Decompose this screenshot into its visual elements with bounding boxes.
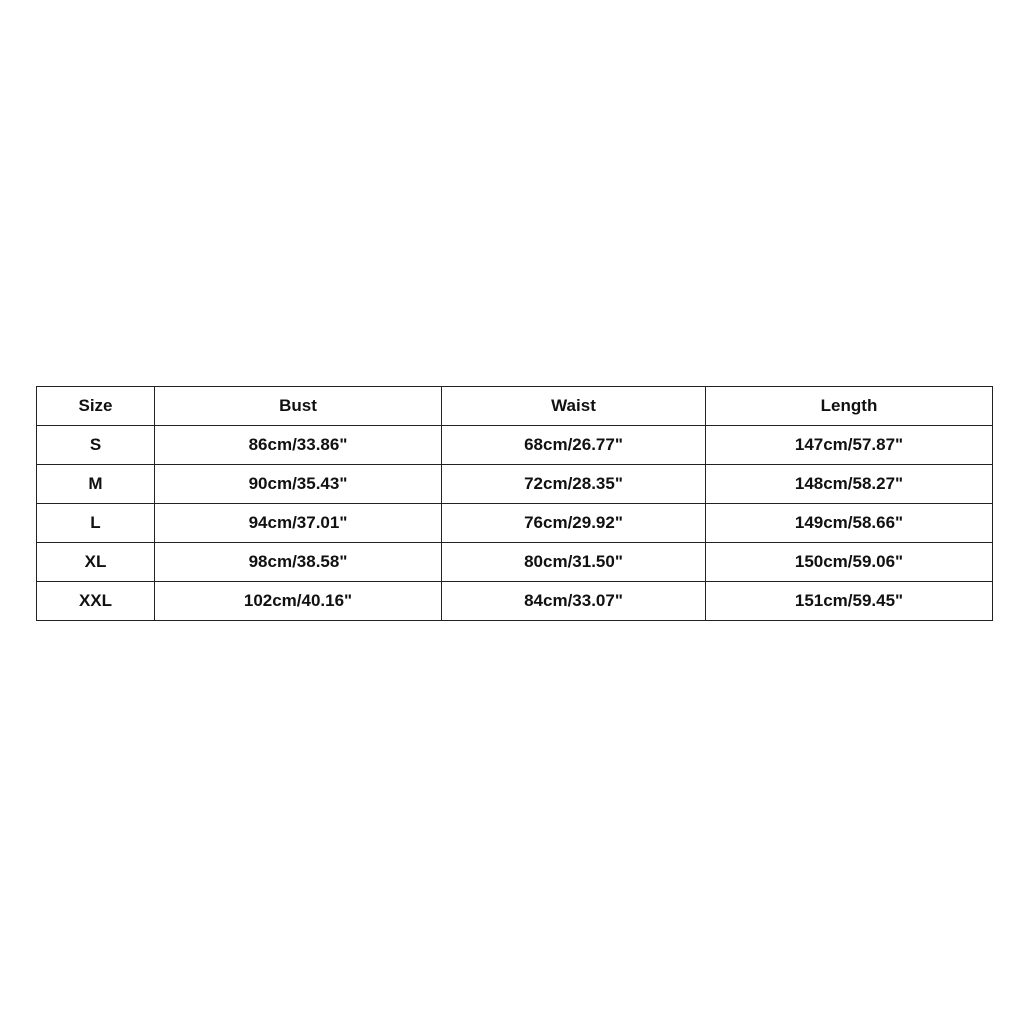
cell-waist: 68cm/26.77" (442, 426, 706, 465)
table-row (37, 504, 993, 543)
header-waist: Waist (442, 387, 706, 426)
cell-length: 151cm/59.45" (706, 582, 993, 621)
size-chart-table (36, 386, 993, 621)
cell-waist: 80cm/31.50" (442, 543, 706, 582)
cell-length: 148cm/58.27" (706, 465, 993, 504)
cell-bust: 86cm/33.86" (155, 426, 442, 465)
cell-size: XXL (37, 582, 155, 621)
header-size: Size (37, 387, 155, 426)
cell-bust: 102cm/40.16" (155, 582, 442, 621)
cell-length: 150cm/59.06" (706, 543, 993, 582)
table-row (37, 582, 993, 621)
table-header-row (37, 387, 993, 426)
cell-size: M (37, 465, 155, 504)
table-row (37, 543, 993, 582)
cell-size: XL (37, 543, 155, 582)
cell-waist: 76cm/29.92" (442, 504, 706, 543)
table-row (37, 465, 993, 504)
cell-waist: 72cm/28.35" (442, 465, 706, 504)
header-length: Length (706, 387, 993, 426)
cell-length: 149cm/58.66" (706, 504, 993, 543)
cell-size: L (37, 504, 155, 543)
cell-bust: 90cm/35.43" (155, 465, 442, 504)
table-row (37, 426, 993, 465)
header-bust: Bust (155, 387, 442, 426)
cell-bust: 98cm/38.58" (155, 543, 442, 582)
cell-length: 147cm/57.87" (706, 426, 993, 465)
cell-bust: 94cm/37.01" (155, 504, 442, 543)
cell-size: S (37, 426, 155, 465)
cell-waist: 84cm/33.07" (442, 582, 706, 621)
